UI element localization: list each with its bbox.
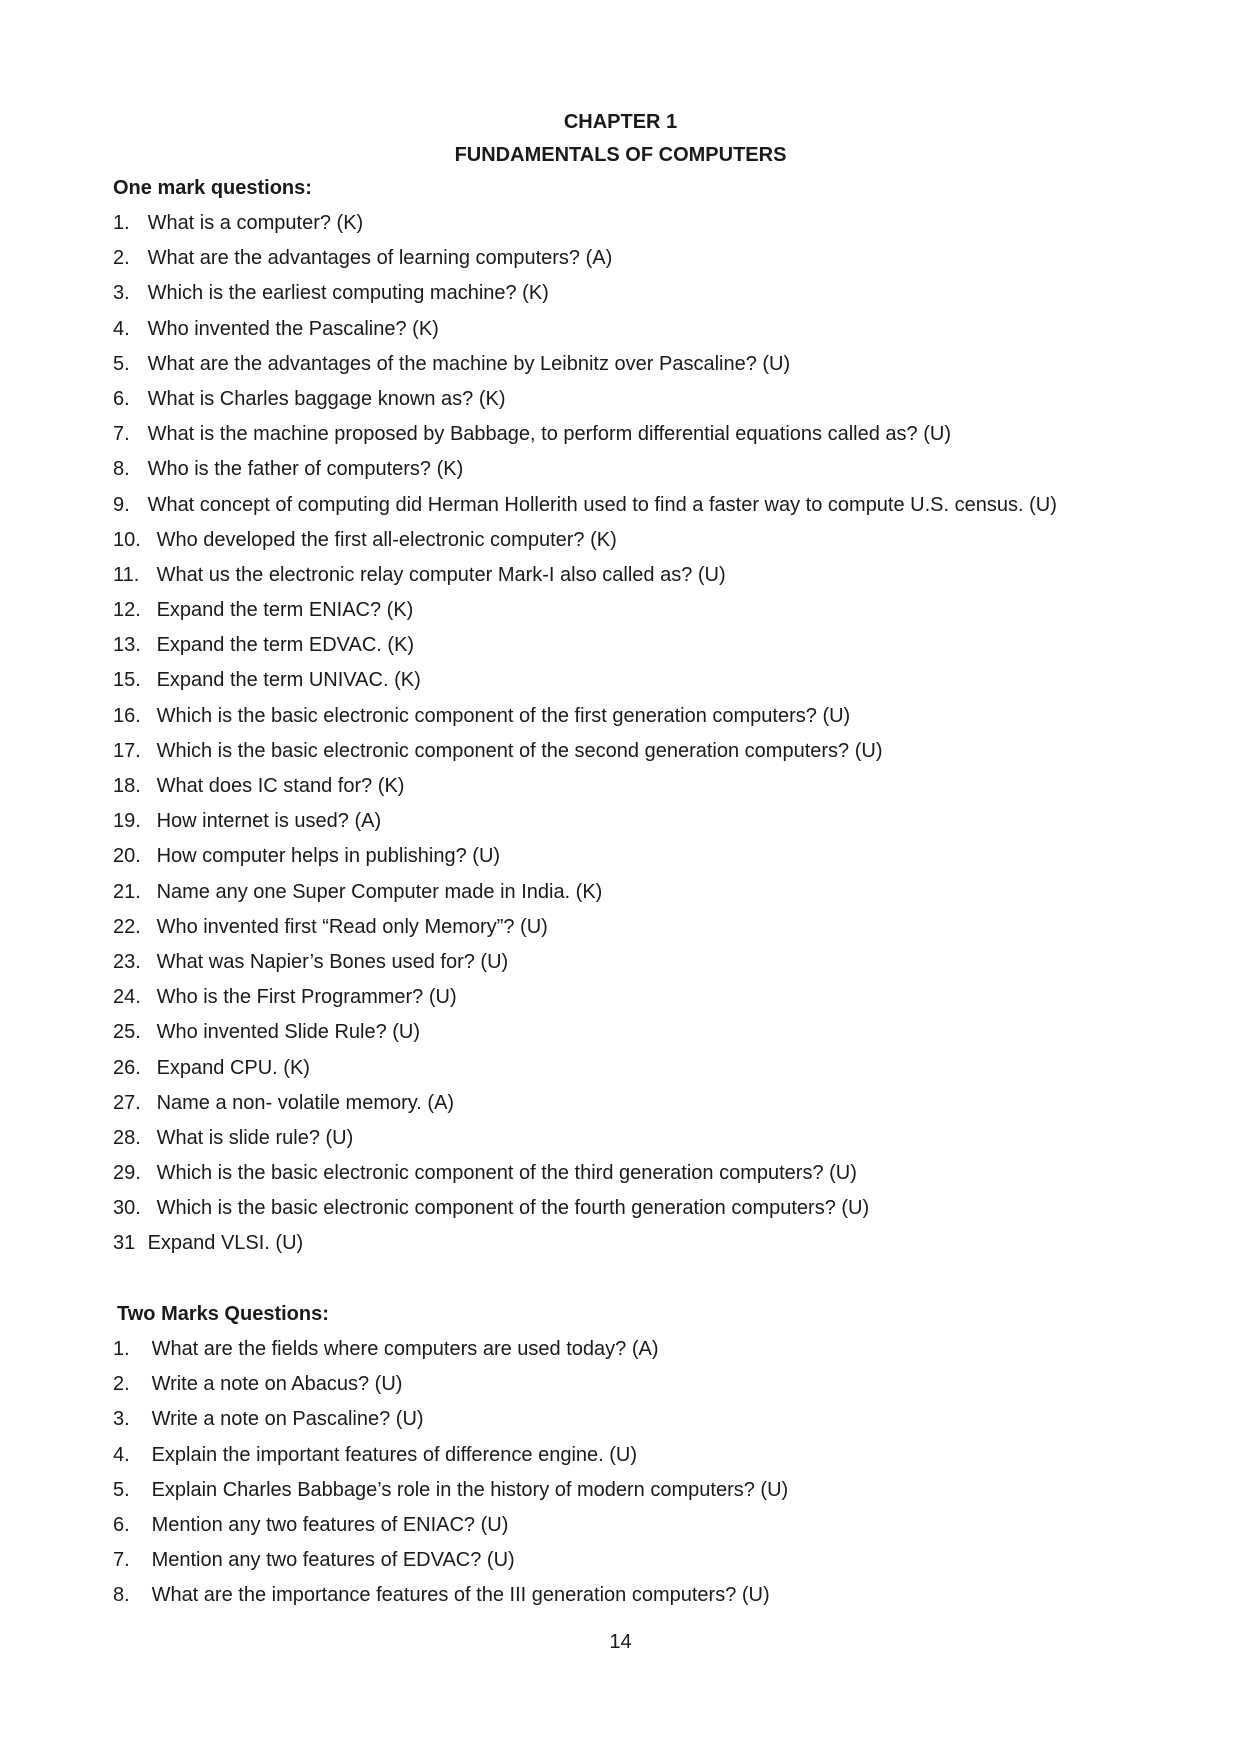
question-text: Name any one Super Computer made in India. (K) [156, 880, 603, 903]
question-number: 22. [113, 915, 141, 938]
question-text: Expand the term ENIAC? (K) [156, 599, 414, 622]
one-mark-question-list [113, 206, 1057, 1262]
question-text: Which is the earliest computing machine? (K) [147, 282, 549, 305]
question-number: 24. [113, 986, 141, 1009]
one-mark-question-item [113, 769, 1057, 804]
two-marks-question-item [113, 1367, 788, 1402]
question-text: Expand the term EDVAC. (K) [156, 634, 415, 657]
question-number: 3. [113, 1408, 130, 1431]
question-text: What are the importance features of the III generation computers? (U) [151, 1584, 770, 1607]
question-text: Write a note on Abacus? (U) [151, 1373, 403, 1396]
two-marks-question-item [113, 1543, 788, 1578]
one-mark-question-item [113, 452, 1057, 487]
one-mark-question-item [113, 1015, 1057, 1050]
one-mark-question-item [113, 382, 1057, 417]
question-number: 17. [113, 739, 141, 762]
question-text: Which is the basic electronic component of the first generation computers? (U) [156, 704, 851, 727]
question-number: 23. [113, 950, 141, 973]
question-text: What are the fields where computers are used today? (A) [151, 1338, 659, 1360]
question-number: 16. [113, 704, 141, 727]
question-number: 3. [113, 282, 130, 305]
question-number: 2. [113, 1373, 130, 1396]
question-text: How computer helps in publishing? (U) [156, 845, 501, 868]
question-text: Expand CPU. (K) [156, 1056, 310, 1079]
question-text: What are the advantages of learning computers? (A) [147, 247, 613, 270]
question-text: What is the machine proposed by Babbage, to perform differential equations called as? (U) [147, 423, 951, 446]
question-number: 1. [113, 212, 130, 234]
question-text: Which is the basic electronic component of the second generation computers? (U) [156, 739, 883, 762]
question-number: 21. [113, 880, 141, 903]
two-marks-question-item [113, 1332, 788, 1367]
question-text: What us the electronic relay computer Mark-I also called as? (U) [156, 563, 726, 586]
question-number: 4. [113, 1443, 130, 1466]
question-text: What is Charles baggage known as? (K) [147, 387, 506, 410]
one-mark-question-item [113, 523, 1057, 558]
two-marks-question-item [113, 1402, 788, 1437]
two-marks-question-list [113, 1332, 788, 1614]
one-mark-question-item [113, 312, 1057, 347]
one-mark-question-item [113, 875, 1057, 910]
question-number: 18. [113, 775, 141, 797]
question-text: Who is the father of computers? (K) [147, 458, 464, 481]
question-number: 2. [113, 247, 130, 270]
one-mark-questions-heading: One mark questions: [113, 177, 312, 199]
question-text: Expand the term UNIVAC. (K) [156, 669, 421, 692]
one-mark-question-item [113, 734, 1057, 769]
chapter-title: FUNDAMENTALS OF COMPUTERS [454, 144, 787, 166]
question-number: 31 [113, 1232, 136, 1255]
question-number: 10. [113, 528, 141, 551]
two-marks-questions-heading: Two Marks Questions: [117, 1303, 329, 1325]
question-number: 5. [113, 1478, 130, 1501]
one-mark-question-item [113, 241, 1057, 276]
question-text: Who invented Slide Rule? (U) [156, 1021, 421, 1044]
question-number: 13. [113, 634, 141, 657]
question-number: 28. [113, 1126, 141, 1149]
one-mark-question-item [113, 347, 1057, 382]
question-number: 1. [113, 1338, 130, 1360]
question-text: What does IC stand for? (K) [156, 775, 405, 797]
one-mark-question-item [113, 663, 1057, 698]
one-mark-question-item [113, 1121, 1057, 1156]
question-number: 6. [113, 1513, 130, 1536]
one-mark-question-item [113, 980, 1057, 1015]
question-number: 19. [113, 810, 141, 833]
question-number: 9. [113, 493, 130, 516]
one-mark-question-item [113, 1191, 1057, 1226]
one-mark-question-item [113, 699, 1057, 734]
one-mark-question-item [113, 839, 1057, 874]
one-mark-question-item [113, 945, 1057, 980]
one-mark-question-item [113, 276, 1057, 311]
question-number: 8. [113, 458, 130, 481]
question-text: Explain Charles Babbage’s role in the history of modern computers? (U) [151, 1478, 789, 1501]
question-number: 5. [113, 352, 130, 375]
question-number: 29. [113, 1162, 141, 1185]
question-text: Mention any two features of EDVAC? (U) [151, 1549, 515, 1572]
question-text: Mention any two features of ENIAC? (U) [151, 1513, 509, 1536]
one-mark-question-item [113, 910, 1057, 945]
chapter-number: CHAPTER 1 [563, 111, 678, 133]
one-mark-question-item [113, 1156, 1057, 1191]
one-mark-question-item [113, 1226, 1057, 1261]
question-number: 20. [113, 845, 141, 868]
question-text: What are the advantages of the machine by Leibnitz over Pascaline? (U) [147, 352, 791, 375]
one-mark-question-item [113, 628, 1057, 663]
question-number: 30. [113, 1197, 141, 1220]
two-marks-question-item [113, 1508, 788, 1543]
question-number: 27. [113, 1091, 141, 1114]
one-mark-question-item [113, 417, 1057, 452]
question-number: 7. [113, 423, 130, 446]
page-number: 14 [609, 1631, 632, 1653]
question-text: Who invented first “Read only Memory”? (U) [156, 915, 548, 938]
two-marks-question-item [113, 1578, 788, 1613]
question-text: What was Napier’s Bones used for? (U) [156, 950, 509, 973]
question-text: How internet is used? (A) [156, 810, 382, 833]
question-text: Which is the basic electronic component of the third generation computers? (U) [156, 1162, 857, 1185]
one-mark-question-item [113, 206, 1057, 241]
question-text: Expand VLSI. (U) [147, 1232, 304, 1255]
question-number: 25. [113, 1021, 141, 1044]
question-text: Write a note on Pascaline? (U) [151, 1408, 424, 1431]
one-mark-question-item [113, 593, 1057, 628]
question-text: Who is the First Programmer? (U) [156, 986, 457, 1009]
question-text: What concept of computing did Herman Hollerith used to find a faster way to compute U.S. census. (U) [147, 493, 1057, 516]
one-mark-question-item [113, 1051, 1057, 1086]
question-text: Who developed the first all-electronic computer? (K) [156, 528, 617, 551]
two-marks-question-item [113, 1438, 788, 1473]
question-text: What is a computer? (K) [147, 212, 364, 234]
one-mark-question-item [113, 488, 1057, 523]
one-mark-question-item [113, 1086, 1057, 1121]
question-text: Who invented the Pascaline? (K) [147, 317, 439, 340]
question-text: Name a non- volatile memory. (A) [156, 1091, 455, 1114]
question-number: 12. [113, 599, 141, 622]
question-number: 4. [113, 317, 130, 340]
question-number: 7. [113, 1549, 130, 1572]
question-number: 26. [113, 1056, 141, 1079]
two-marks-question-item [113, 1473, 788, 1508]
question-number: 6. [113, 387, 130, 410]
question-number: 11. [113, 563, 140, 586]
question-text: Which is the basic electronic component of the fourth generation computers? (U) [156, 1197, 870, 1220]
question-number: 8. [113, 1584, 130, 1607]
question-number: 15. [113, 669, 141, 692]
one-mark-question-item [113, 804, 1057, 839]
question-text: Explain the important features of difference engine. (U) [151, 1443, 638, 1466]
one-mark-question-item [113, 558, 1057, 593]
question-text: What is slide rule? (U) [156, 1126, 354, 1149]
